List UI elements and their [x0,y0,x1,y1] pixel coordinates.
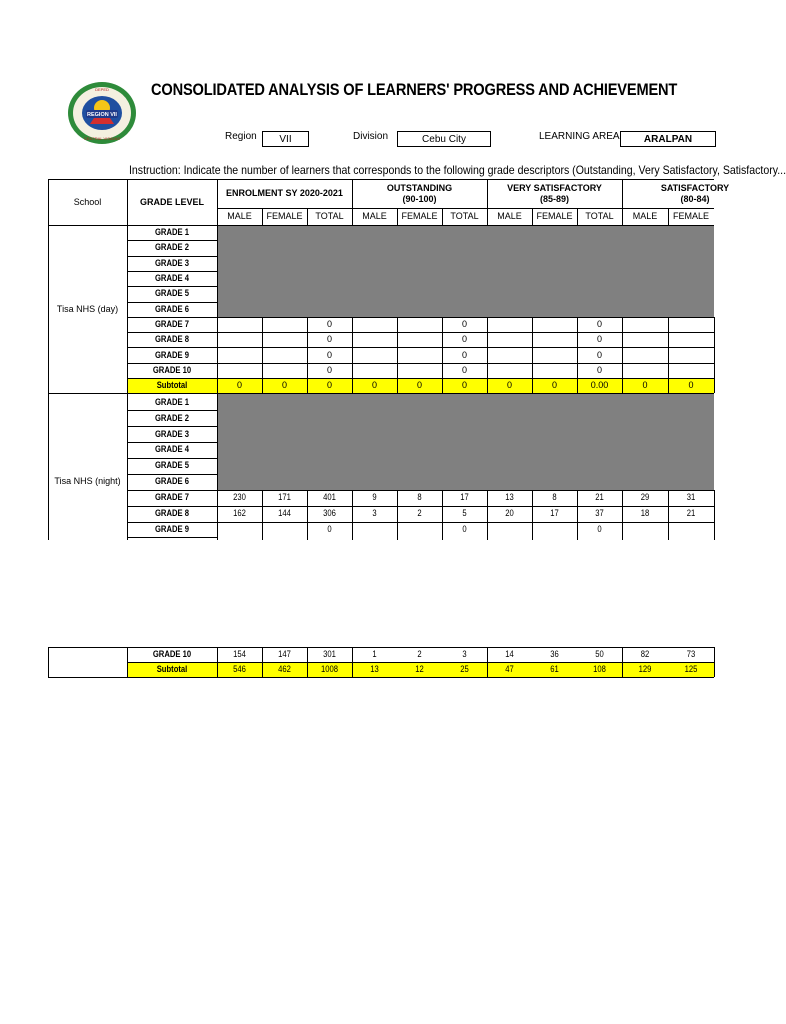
svg-text:REGION VII: REGION VII [87,112,117,118]
data-cell: 8 [552,492,557,503]
data-cell [352,363,397,378]
vline [307,317,308,394]
grade-label: GRADE 6 [154,476,189,487]
data-cell [668,317,714,332]
hline [217,490,714,491]
subtotal-cell: 0 [688,380,694,391]
hline [48,393,714,394]
data-cell: 3 [372,508,377,519]
hline [127,240,217,241]
hline [127,302,217,303]
grade-level-header: GRADE LEVEL [139,196,204,207]
division-value: Cebu City [397,131,491,147]
vline [622,208,623,225]
hline [217,506,714,507]
vline [352,208,353,225]
data-cell: 301 [323,649,336,659]
grade-label: GRADE 9 [154,523,189,534]
division-label: Division [353,131,389,142]
data-cell [622,363,668,378]
data-cell [532,332,577,347]
data-cell: 0 [596,334,602,345]
data-cell [532,363,577,378]
subtotal-cell: 0 [371,380,377,391]
grade-label: GRADE 4 [154,273,189,284]
subtotal-cell: 0.00 [590,380,609,391]
vline [442,317,443,394]
subtotal-cell: 0 [416,380,422,391]
region-value: VII [262,131,309,147]
hline [217,363,714,364]
data-cell: 8 [417,492,422,503]
data-cell [355,522,393,538]
data-cell: 20 [505,508,514,519]
hline [48,179,714,180]
data-cell: 0 [597,523,602,534]
group-header-2 [487,179,622,208]
subtotal-cell: 47 [505,664,514,674]
data-cell [671,522,710,538]
grayed-grades-block [217,225,714,317]
data-cell [262,317,307,332]
grade-label: GRADE 7 [154,492,189,503]
data-cell [487,317,532,332]
vline [714,647,715,677]
vline [622,317,623,394]
hline [127,662,714,663]
vline [577,208,578,225]
grade-label: GRADE 4 [154,444,189,455]
data-cell: 21 [595,492,604,503]
vline [668,490,669,540]
sub-header-9: MALE [632,211,658,221]
region-label: Region [225,131,257,142]
data-cell [487,363,532,378]
grayed-grades-block [217,394,714,489]
data-cell: 0 [326,318,332,329]
data-cell: 9 [372,492,377,503]
data-cell [217,317,262,332]
data-cell [397,347,442,362]
data-cell: 14 [505,649,514,659]
svg-text:CENTRAL VISAYAS: CENTRAL VISAYAS [83,136,121,141]
group-header-label: OUTSTANDING [386,182,453,193]
data-cell [397,363,442,378]
data-cell: 0 [461,364,467,375]
data-cell: 0 [596,318,602,329]
sub-header-6: MALE [497,211,522,221]
group-header-1 [352,179,487,208]
data-cell: 5 [462,508,467,519]
subtotal-cell: 25 [460,664,469,674]
vline [262,317,263,394]
subtotal-cell: 1008 [320,664,339,674]
sub-header-8: TOTAL [585,211,614,221]
data-cell: 0 [326,334,332,345]
deped-region-vii-logo [66,80,138,146]
vline [397,208,398,225]
vline [352,490,353,540]
sub-header-10: FEMALE [672,211,709,221]
hline [217,332,714,333]
data-cell [397,332,442,347]
data-cell [400,522,438,538]
data-cell [532,317,577,332]
data-cell [490,522,528,538]
sub-header-1: FEMALE [266,211,303,221]
vline [352,647,353,677]
vline [127,225,128,393]
data-cell: 0 [461,334,467,345]
data-cell: 1 [372,649,377,659]
data-cell: 0 [326,364,332,375]
group-header-range: (80-84) [680,193,710,204]
data-cell: 0 [596,349,602,360]
svg-text:DEPED: DEPED [95,87,109,92]
group-header-label: SATISFACTORY [660,182,730,193]
hline [127,332,217,333]
subtotal-cell: 546 [233,664,246,674]
vline [622,647,623,677]
data-cell [622,347,668,362]
data-cell [625,522,664,538]
data-cell: 21 [686,508,696,519]
vline [127,179,128,225]
grade-label: GRADE 8 [154,334,189,345]
vline [532,490,533,540]
grade-label: GRADE 1 [154,396,189,407]
hline [127,522,217,523]
vline [577,317,578,394]
hline [127,537,217,538]
subtotal-cell: 108 [593,664,606,674]
data-cell [532,347,577,362]
vline [217,225,218,393]
hline [217,208,714,209]
data-cell: 36 [550,649,559,659]
data-cell [220,522,258,538]
subtotal-cell: 0 [551,380,557,391]
vline [487,208,488,225]
data-cell: 0 [596,364,602,375]
subtotal-cell: 125 [684,664,698,674]
vline [487,490,488,540]
instruction-text: Instruction: Indicate the number of learners that corresponds to the following grade descriptors (Outstanding, Very Satisfactory, Satisfactory... [129,163,786,177]
hline [127,317,217,318]
vline [487,317,488,394]
subtotal-cell: 462 [278,664,291,674]
data-cell: 2 [417,508,422,519]
data-cell: 73 [686,649,696,659]
hline [217,347,714,348]
school-header: School [73,196,102,207]
hline [48,677,714,678]
data-cell: 29 [640,492,650,503]
data-cell: 306 [323,508,336,519]
vline [262,647,263,677]
vline [352,317,353,394]
data-cell [622,332,668,347]
vline [622,490,623,540]
sub-header-5: TOTAL [450,211,479,221]
data-cell [397,317,442,332]
data-cell: 0 [461,349,467,360]
vline [217,394,218,540]
group-header-label: ENROLMENT SY 2020-2021 [226,188,343,198]
vline [714,317,715,394]
vline [262,208,263,225]
data-cell: 230 [233,492,246,503]
data-cell: 2 [417,649,422,659]
hline [48,225,714,226]
vline [442,490,443,540]
hline [217,317,714,318]
hline [127,506,217,507]
hline [127,426,217,427]
data-cell [352,347,397,362]
data-cell: 17 [550,508,559,519]
data-cell: 31 [686,492,696,503]
hline [127,256,217,257]
grade-label: GRADE 9 [154,349,189,360]
data-cell [487,347,532,362]
grade-label: GRADE 5 [154,460,189,471]
sub-header-0: MALE [227,211,252,221]
data-cell [265,522,303,538]
group-header-0 [217,179,352,208]
subtotal-cell: 0 [506,380,512,391]
data-cell: 171 [278,492,291,503]
data-cell [217,347,262,362]
hline [127,442,217,443]
hline [127,271,217,272]
data-cell [668,332,714,347]
vline [714,490,715,540]
hline [217,378,714,379]
data-cell: 0 [327,523,332,534]
data-cell [622,317,668,332]
data-cell: 0 [326,349,332,360]
vline [307,490,308,540]
vline [127,647,128,677]
hline [127,378,217,379]
group-header-3 [622,179,768,208]
vline [397,490,398,540]
data-cell: 3 [462,649,467,659]
subtotal-label: Subtotal [156,664,188,674]
data-cell [262,363,307,378]
subtotal-cell: 0 [326,380,332,391]
subtotal-cell: 13 [370,664,379,674]
learning-area-label: LEARNING AREA [539,131,620,142]
vline [262,490,263,540]
subtotal-label: Subtotal [156,380,188,391]
vline [127,394,128,540]
group-header-range: (85-89) [539,193,569,204]
data-cell: 0 [462,523,467,534]
grade-label: GRADE 10 [152,649,192,659]
subtotal-cell: 0 [461,380,467,391]
vline [217,647,218,677]
data-cell: 82 [640,649,650,659]
sub-header-4: FEMALE [401,211,438,221]
subtotal-cell: 0 [281,380,287,391]
vline [48,394,49,540]
data-cell [262,332,307,347]
data-cell [668,347,714,362]
data-cell [668,363,714,378]
sub-header-3: MALE [362,211,387,221]
vline [532,317,533,394]
data-cell: 37 [595,508,604,519]
hline [217,522,714,523]
vline [217,208,218,225]
grade-label: GRADE 2 [154,242,189,253]
subtotal-cell: 61 [550,664,559,674]
hline [127,458,217,459]
vline [532,208,533,225]
vline [577,490,578,540]
vline [307,647,308,677]
hline [127,286,217,287]
data-cell: 13 [505,492,514,503]
grade-label: GRADE 8 [154,508,189,519]
data-cell [217,332,262,347]
vline [668,208,669,225]
data-cell [352,332,397,347]
vline [397,317,398,394]
hline [48,647,714,648]
grade-label: GRADE 1 [154,227,189,238]
data-cell: 0 [461,318,467,329]
data-cell: 401 [323,492,336,503]
group-header-range: (90-100) [402,193,437,204]
sub-header-7: FEMALE [536,211,573,221]
subtotal-cell: 0 [642,380,648,391]
vline [487,647,488,677]
vline [307,208,308,225]
data-cell: 144 [278,508,291,519]
hline [127,363,217,364]
vline [48,179,49,225]
hline [127,347,217,348]
school-name: Tisa NHS (day) [56,303,119,314]
school-name: Tisa NHS (night) [54,476,121,487]
grade-label: GRADE 2 [154,412,189,423]
data-cell: 18 [640,508,650,519]
data-cell: 147 [278,649,291,659]
grade-label: GRADE 7 [154,318,189,329]
vline [48,225,49,393]
hline [127,490,217,491]
data-cell: 17 [460,492,469,503]
vline [442,208,443,225]
subtotal-cell: 0 [236,380,242,391]
grade-label: GRADE 10 [152,364,192,375]
group-header-label: VERY SATISFACTORY [507,182,602,193]
data-cell [217,363,262,378]
subtotal-cell: 12 [415,664,424,674]
sub-header-2: TOTAL [315,211,344,221]
data-cell [535,522,573,538]
vline [48,647,49,677]
data-cell [262,347,307,362]
data-cell [487,332,532,347]
subtotal-cell: 129 [638,664,652,674]
vline [668,317,669,394]
data-cell [352,317,397,332]
data-cell: 50 [595,649,604,659]
data-cell: 162 [233,508,246,519]
report-title: CONSOLIDATED ANALYSIS OF LEARNERS' PROGRESS AND ACHIEVEMENT [151,80,678,99]
grade-label: GRADE 5 [154,288,189,299]
grade-label: GRADE 3 [154,428,189,439]
hline [127,474,217,475]
grade-label: GRADE 3 [154,257,189,268]
learning-area-value: ARALPAN [620,131,716,147]
hline [127,410,217,411]
data-cell: 154 [233,649,246,659]
grade-label: GRADE 6 [154,303,189,314]
